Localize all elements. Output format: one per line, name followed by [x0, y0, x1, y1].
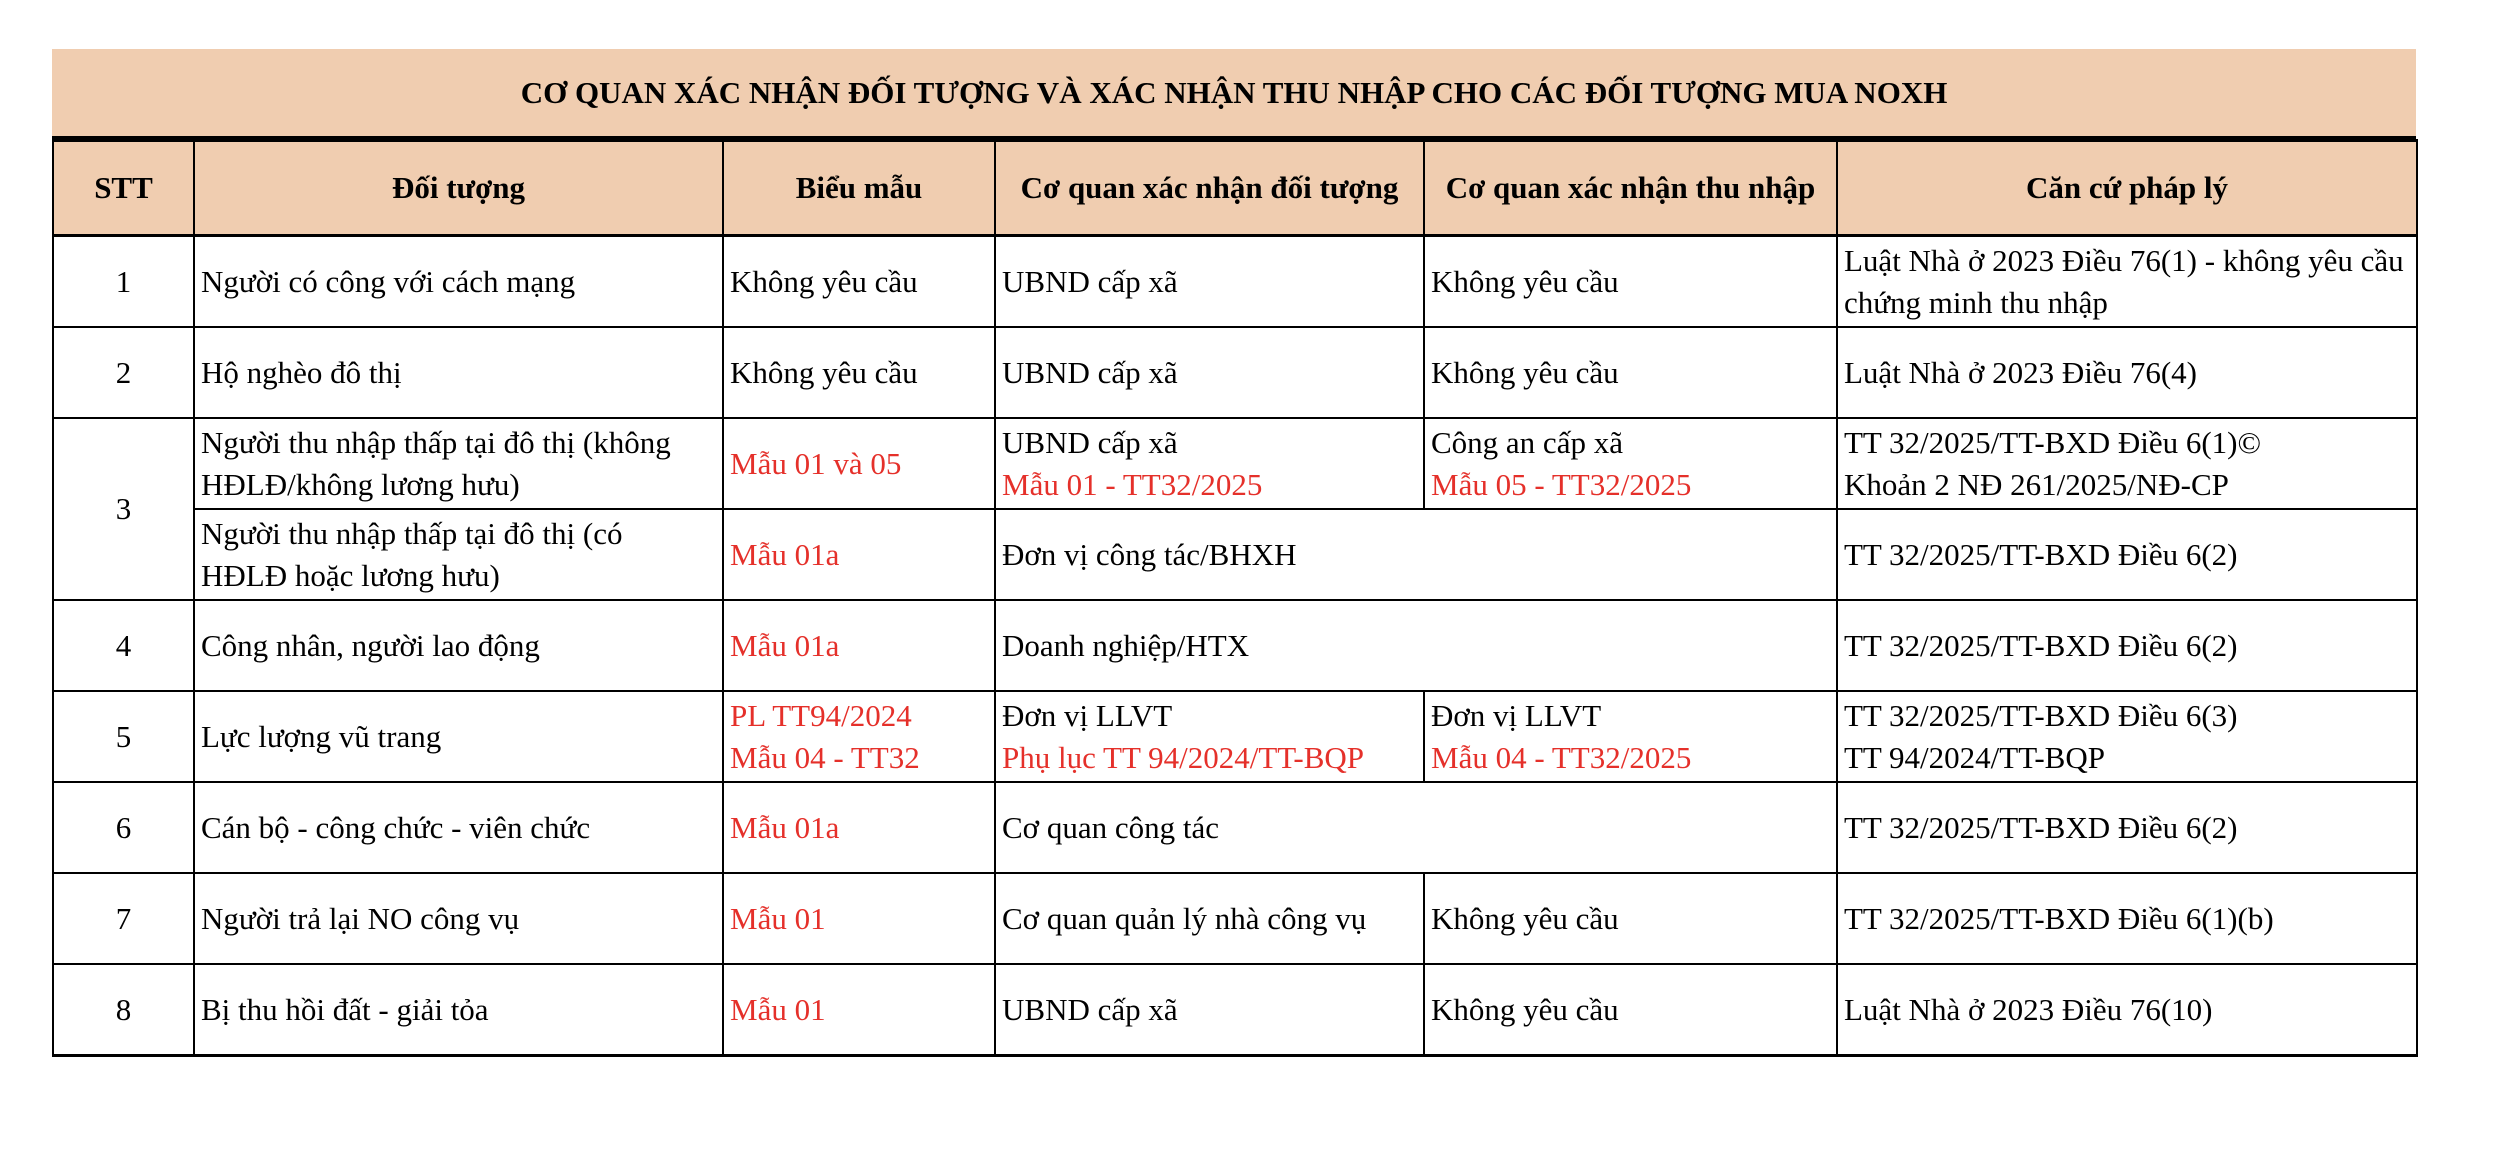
- stt-cell: 3: [53, 418, 194, 600]
- bieu-mau-cell: Mẫu 01a: [723, 782, 995, 873]
- bieu-mau-cell: Mẫu 01: [723, 873, 995, 964]
- bieu-mau-cell: Không yêu cầu: [723, 236, 995, 328]
- table-row: [53, 418, 2417, 509]
- cq-thu-nhap-text: Công an cấp xã: [1431, 424, 1623, 460]
- bieu-mau-cell: Mẫu 01: [723, 964, 995, 1056]
- doi-tuong-cell: Hộ nghèo đô thị: [194, 327, 723, 418]
- can-cu-cell: TT 32/2025/TT-BXD Điều 6(2): [1837, 782, 2417, 873]
- doi-tuong-cell: Lực lượng vũ trang: [194, 691, 723, 782]
- cq-thu-nhap-form: Mẫu 05 - TT32/2025: [1431, 466, 1692, 502]
- cq-thu-nhap-cell: Không yêu cầu: [1424, 327, 1837, 418]
- can-cu-cell: TT 32/2025/TT-BXD Điều 6(2): [1837, 600, 2417, 691]
- cq-merged-cell: Đơn vị công tác/BHXH: [995, 509, 1837, 600]
- doi-tuong-cell: Người thu nhập thấp tại đô thị (không HĐLĐ/không lương hưu): [194, 418, 723, 509]
- stt-cell: 7: [53, 873, 194, 964]
- doi-tuong-cell: Cán bộ - công chức - viên chức: [194, 782, 723, 873]
- cq-doi-tuong-form: Phụ lục TT 94/2024/TT-BQP: [1002, 739, 1364, 775]
- stt-cell: 4: [53, 600, 194, 691]
- header-stt: STT: [53, 141, 194, 236]
- cq-doi-tuong-cell: UBND cấp xã: [995, 327, 1424, 418]
- can-cu-cell: TT 32/2025/TT-BXD Điều 6(1)(b): [1837, 873, 2417, 964]
- stt-cell: 2: [53, 327, 194, 418]
- doi-tuong-cell: Người trả lại NO công vụ: [194, 873, 723, 964]
- table-row: [53, 327, 2417, 418]
- table-row: [53, 691, 2417, 782]
- stt-cell: 6: [53, 782, 194, 873]
- table-header-row: [53, 141, 2417, 236]
- bieu-mau-cell: [723, 691, 995, 782]
- can-cu-cell: [1837, 418, 2417, 509]
- cq-doi-tuong-cell: UBND cấp xã: [995, 964, 1424, 1056]
- table-row: [53, 600, 2417, 691]
- cq-doi-tuong-form: Mẫu 01 - TT32/2025: [1002, 466, 1263, 502]
- can-cu-cell: TT 32/2025/TT-BXD Điều 6(2): [1837, 509, 2417, 600]
- verification-table: [52, 139, 2418, 1057]
- bieu-mau-cell: Không yêu cầu: [723, 327, 995, 418]
- can-cu-cell: Luật Nhà ở 2023 Điều 76(10): [1837, 964, 2417, 1056]
- can-cu-line: TT 32/2025/TT-BXD Điều 6(1)©: [1844, 424, 2262, 460]
- bieu-mau-cell: Mẫu 01a: [723, 600, 995, 691]
- document-title: CƠ QUAN XÁC NHẬN ĐỐI TƯỢNG VÀ XÁC NHẬN THU NHẬP CHO CÁC ĐỐI TƯỢNG MUA NOXH: [52, 49, 2416, 139]
- stt-cell: 8: [53, 964, 194, 1056]
- doi-tuong-cell: Công nhân, người lao động: [194, 600, 723, 691]
- cq-doi-tuong-cell: [995, 691, 1424, 782]
- cq-doi-tuong-cell: [995, 418, 1424, 509]
- can-cu-cell: Luật Nhà ở 2023 Điều 76(4): [1837, 327, 2417, 418]
- cq-thu-nhap-cell: Không yêu cầu: [1424, 964, 1837, 1056]
- doi-tuong-cell: Người thu nhập thấp tại đô thị (có HĐLĐ hoặc lương hưu): [194, 509, 723, 600]
- cq-thu-nhap-cell: [1424, 691, 1837, 782]
- header-cq-doi-tuong: Cơ quan xác nhận đối tượng: [995, 141, 1424, 236]
- noxh-document: [52, 49, 2416, 1057]
- can-cu-line: TT 94/2024/TT-BQP: [1844, 739, 2105, 775]
- can-cu-cell: [1837, 691, 2417, 782]
- bieu-mau-line: PL TT94/2024: [730, 697, 912, 733]
- cq-merged-cell: Cơ quan công tác: [995, 782, 1837, 873]
- header-cq-thu-nhap: Cơ quan xác nhận thu nhập: [1424, 141, 1837, 236]
- can-cu-line: TT 32/2025/TT-BXD Điều 6(3): [1844, 697, 2238, 733]
- doi-tuong-cell: Bị thu hồi đất - giải tỏa: [194, 964, 723, 1056]
- stt-cell: 1: [53, 236, 194, 328]
- cq-thu-nhap-text: Đơn vị LLVT: [1431, 697, 1602, 733]
- cq-doi-tuong-cell: Cơ quan quản lý nhà công vụ: [995, 873, 1424, 964]
- can-cu-cell: Luật Nhà ở 2023 Điều 76(1) - không yêu cầu chứng minh thu nhập: [1837, 236, 2417, 328]
- cq-merged-cell: Doanh nghiệp/HTX: [995, 600, 1837, 691]
- table-row: [53, 509, 2417, 600]
- bieu-mau-line: Mẫu 04 - TT32: [730, 739, 920, 775]
- cq-thu-nhap-cell: [1424, 418, 1837, 509]
- cq-doi-tuong-text: Đơn vị LLVT: [1002, 697, 1173, 733]
- can-cu-line: Khoản 2 NĐ 261/2025/NĐ-CP: [1844, 466, 2229, 502]
- cq-thu-nhap-cell: Không yêu cầu: [1424, 236, 1837, 328]
- stt-cell: 5: [53, 691, 194, 782]
- table-row: [53, 782, 2417, 873]
- cq-thu-nhap-cell: Không yêu cầu: [1424, 873, 1837, 964]
- header-doi-tuong: Đối tượng: [194, 141, 723, 236]
- cq-doi-tuong-text: UBND cấp xã: [1002, 424, 1178, 460]
- header-bieu-mau: Biểu mẫu: [723, 141, 995, 236]
- table-row: [53, 236, 2417, 328]
- cq-doi-tuong-cell: UBND cấp xã: [995, 236, 1424, 328]
- header-can-cu: Căn cứ pháp lý: [1837, 141, 2417, 236]
- bieu-mau-cell: Mẫu 01 và 05: [723, 418, 995, 509]
- bieu-mau-cell: Mẫu 01a: [723, 509, 995, 600]
- cq-thu-nhap-form: Mẫu 04 - TT32/2025: [1431, 739, 1692, 775]
- doi-tuong-cell: Người có công với cách mạng: [194, 236, 723, 328]
- table-row: [53, 964, 2417, 1056]
- table-row: [53, 873, 2417, 964]
